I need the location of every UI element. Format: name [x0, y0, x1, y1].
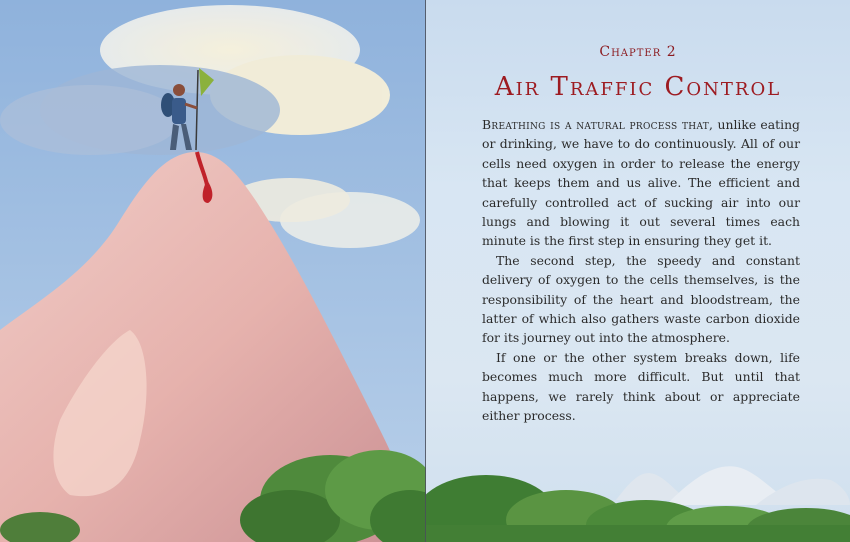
paragraph-3: If one or the other system breaks down, life becomes much more difficult. But until that happens, we rarely think about or appreciate either process. — [482, 349, 800, 424]
distant-mountains — [616, 466, 850, 505]
paragraph-1-text: unlike eating or drinking, we have to do continuously. All of our cells need oxygen in order to release the energy that keeps them and us alive. The efficient and carefully controlled act of sucking air into our lungs and blowing it out several times each minute is the first step in ensuring they get it. — [482, 117, 800, 249]
chapter-number: Chapter 2 — [599, 44, 677, 60]
paragraph-1 — [482, 115, 800, 251]
text-page — [426, 0, 850, 542]
paragraph-2: The second step, the speedy and constant delivery of oxygen to the cells themselves, is the responsibility of the heart and bloodstream, the latter of which also gathers waste carbon dioxide for its journey out into the atmosphere. — [482, 252, 800, 346]
lead-in-text: Breathing is a natural process that, — [482, 117, 714, 132]
chapter-body — [482, 115, 800, 426]
chapter-title: Air Traffic Control — [494, 72, 782, 102]
